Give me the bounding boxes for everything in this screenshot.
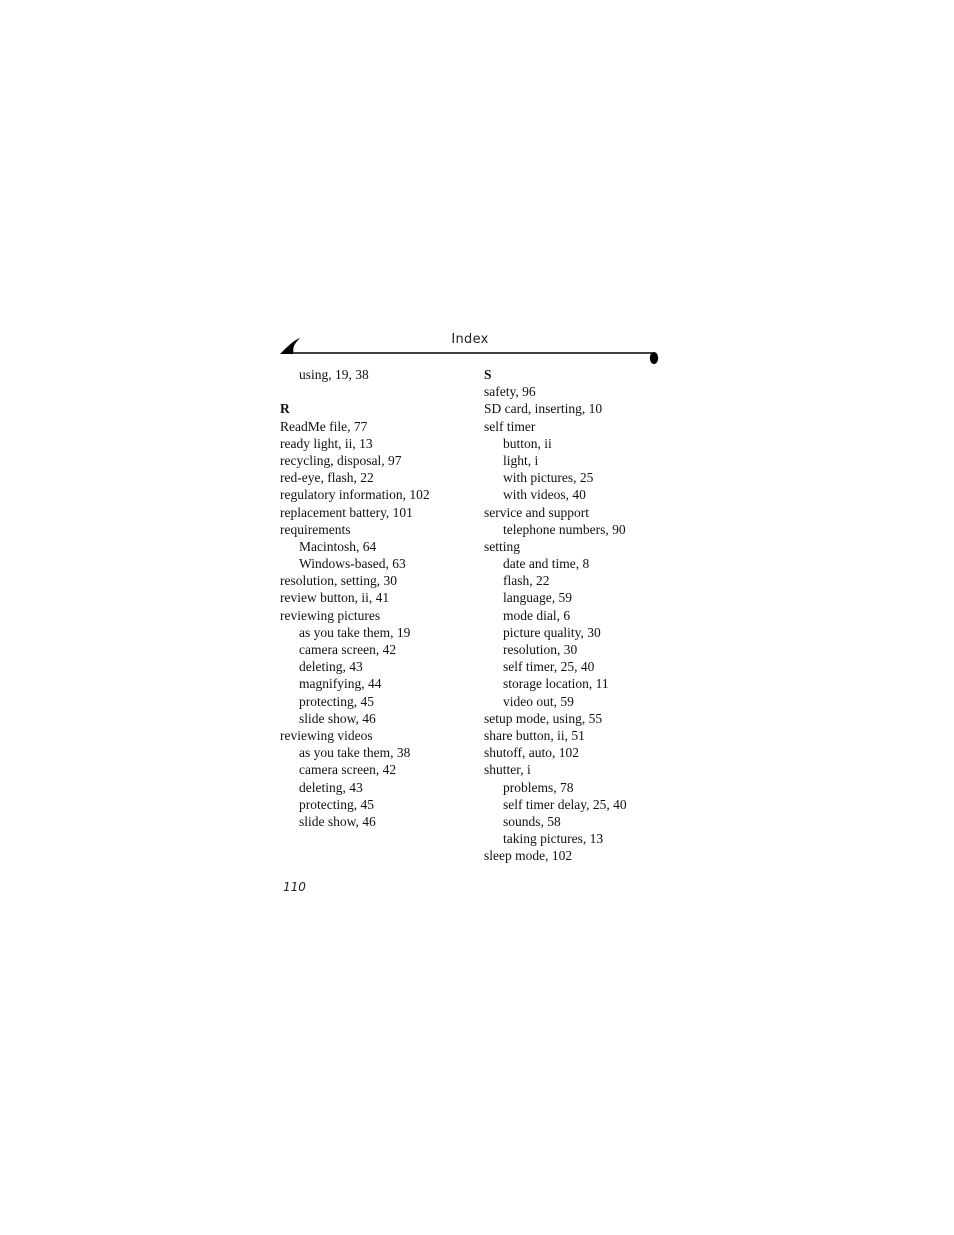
index-subentry: camera screen, 42 [299,642,397,657]
index-entry: self timer [484,418,536,434]
index-entry: ready light, ii, 13 [280,435,373,451]
index-entry: replacement battery, 101 [280,504,413,520]
index-subentry: deleting, 43 [299,779,363,795]
index-subentry: magnifying, 44 [299,676,382,692]
index-subentry: picture quality, 30 [503,624,601,640]
header-swoosh-icon [280,338,300,354]
index-entry: SD card, inserting, 10 [484,401,603,417]
index-entry: setup mode, using, 55 [484,710,603,726]
index-section-letter: S [484,367,492,382]
page-number: 110 [283,880,306,894]
index-subentry: sounds, 58 [503,813,561,829]
index-subentry: protecting, 45 [299,693,374,709]
index-subentry: self timer delay, 25, 40 [503,796,627,812]
index-subentry: self timer, 25, 40 [503,659,595,675]
index-subentry: video out, 59 [503,693,574,709]
index-subentry: camera screen, 42 [299,762,397,778]
index-subentry: taking pictures, 13 [503,831,604,847]
index-subentry: resolution, 30 [503,642,578,657]
header-rule [280,336,662,370]
index-subentry: with videos, 40 [503,487,586,503]
index-column-right [484,366,674,864]
index-subentry: telephone numbers, 90 [503,521,626,537]
index-subentry: using, 19, 38 [299,367,369,382]
index-spacer [280,383,470,400]
index-subentry: Macintosh, 64 [299,538,377,554]
index-subentry: as you take them, 38 [299,745,411,761]
header-rule-end-dot-icon [650,352,658,364]
index-subentry: slide show, 46 [299,813,376,829]
index-subentry: mode dial, 6 [503,607,571,623]
index-entry: resolution, setting, 30 [280,573,397,589]
index-entry: regulatory information, 102 [280,487,430,503]
index-entry: recycling, disposal, 97 [280,452,402,468]
index-entry: reviewing pictures [280,607,381,623]
index-subentry: as you take them, 19 [299,624,411,640]
index-entry: shutoff, auto, 102 [484,745,579,761]
index-subentry: protecting, 45 [299,796,374,812]
index-entry: setting [484,538,520,554]
index-subentry: storage location, 11 [503,676,609,692]
index-entry: ReadMe file, 77 [280,418,368,434]
index-subentry: light, i [503,452,539,468]
page-header-title: Index [451,332,489,347]
index-subentry: slide show, 46 [299,710,376,726]
index-subentry: date and time, 8 [503,556,590,572]
index-section-letter: R [280,401,290,417]
index-subentry: button, ii [503,435,552,451]
index-entry: review button, ii, 41 [280,590,390,606]
index-entry: red-eye, flash, 22 [280,470,374,486]
index-subentry: language, 59 [503,590,572,606]
index-entry: requirements [280,521,351,537]
index-entry: shutter, i [484,762,531,778]
index-subentry: flash, 22 [503,573,550,589]
index-subentry: Windows-based, 63 [299,556,406,572]
index-entry: share button, ii, 51 [484,727,585,743]
index-column-left [280,366,470,830]
index-entry: reviewing videos [280,727,373,743]
index-subentry: deleting, 43 [299,659,363,675]
index-entry: service and support [484,504,589,520]
index-subentry: problems, 78 [503,779,574,795]
index-subentry: with pictures, 25 [503,470,594,486]
index-entry: safety, 96 [484,384,536,400]
index-entry: sleep mode, 102 [484,848,573,864]
